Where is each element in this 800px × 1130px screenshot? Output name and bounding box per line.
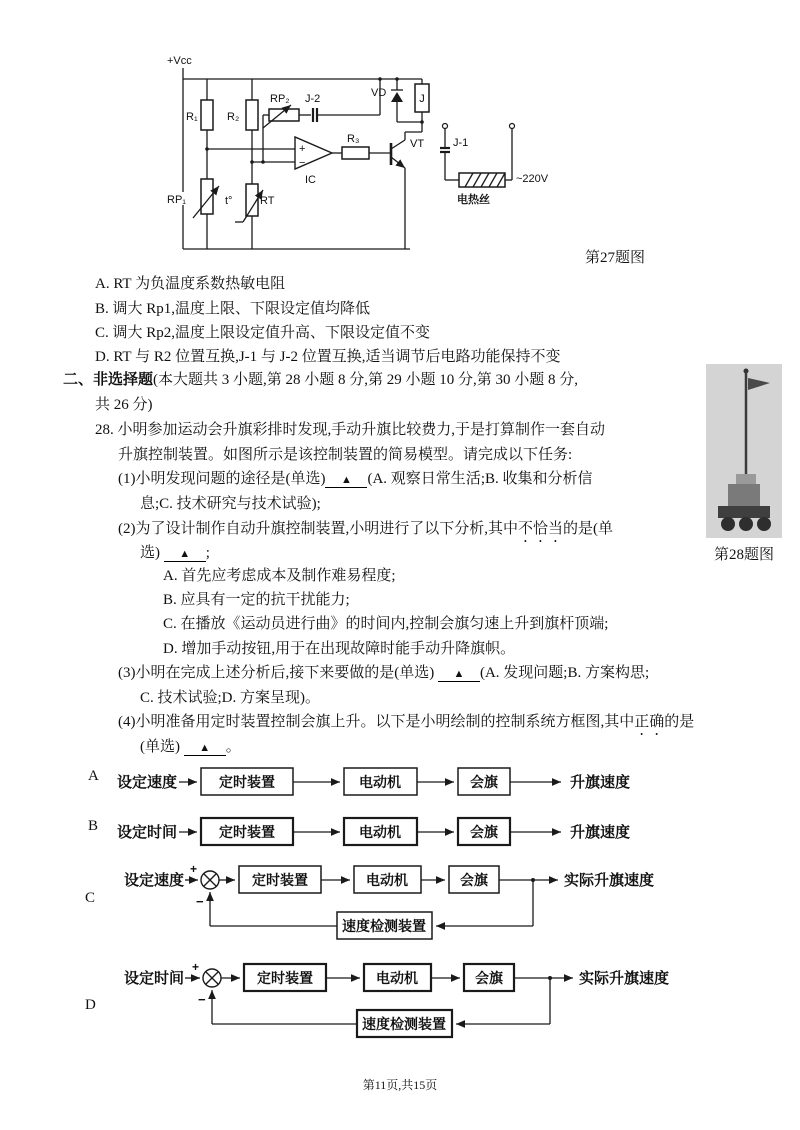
relay-coil-label: J [419, 93, 425, 105]
flow-box-label: 会旗 [475, 970, 503, 986]
label-r2: R₂ [227, 111, 240, 123]
summing-minus-sign: − [196, 894, 204, 909]
hoist-mechanism [736, 474, 756, 484]
diagram-d-input: 设定时间 [124, 970, 185, 987]
label-rp2: RP₂ [270, 93, 290, 105]
q28-p2-option-c: C. 在播放《运动员进行曲》的时间内,控制会旗匀速上升到旗杆顶端; [163, 616, 609, 632]
label-r3: R₃ [347, 133, 360, 145]
diode-vd [391, 90, 403, 102]
q27-option-c: C. 调大 Rp2,温度上限设定值升高、下限设定值不变 [95, 325, 431, 341]
label-rt: RT [260, 195, 275, 207]
q28-p2-l2-post: ; [205, 545, 210, 561]
resistor-r3 [342, 147, 369, 159]
thermistor-rt [235, 184, 263, 222]
q27-option-a: A. RT 为负温度系数热敏电阻 [95, 276, 286, 292]
label-vt: VT [410, 138, 425, 150]
wheel [721, 517, 735, 531]
q28-p4-emphasis: 正确 [634, 714, 665, 730]
flagpole-illustration [706, 364, 782, 538]
q28-p2-option-d: D. 增加手动按钮,用于在出现故障时能手动升降旗帜。 [163, 641, 516, 657]
flow-box-label: 会旗 [470, 824, 498, 840]
q28-p1-pre: (1)小明发现问题的途径是(单选) [118, 471, 326, 487]
resistor-r2 [246, 100, 258, 130]
label-voltage: ~220V [516, 173, 549, 185]
q28-intro-line2: 升旗控制装置。如图所示是该控制装置的简易模型。请完成以下任务: [118, 447, 573, 463]
figure-28-caption: 第28题图 [713, 547, 774, 563]
relay-coil-j [415, 84, 429, 112]
section2-title: 二、非选择题 [63, 372, 154, 388]
answer-blank: ▲ [164, 547, 206, 562]
label-j1: J-1 [453, 137, 469, 149]
resistor-r1 [201, 100, 213, 130]
diagram-d-output: 实际升旗速度 [579, 970, 670, 987]
diagram-label-c: C [85, 890, 96, 906]
q28-part1-line1 [118, 469, 593, 489]
relay-contact-j1 [440, 148, 450, 152]
diagram-row-d [118, 954, 698, 1050]
circuit-figure [165, 52, 560, 267]
terminal-left [443, 124, 448, 129]
figure-flagpole-photo [706, 364, 782, 538]
answer-blank: ▲ [438, 667, 480, 682]
feedback-box-label: 速度检测装置 [342, 918, 426, 934]
terminal-top [510, 124, 515, 129]
q28-p1-post: (A. 观察日常生活;B. 收集和分析信 [367, 471, 593, 487]
q28-p2-post: 的是(单 [563, 521, 614, 537]
label-t: t° [225, 195, 233, 207]
diagram-b-input: 设定时间 [117, 824, 178, 841]
potentiometer-rp1 [193, 179, 219, 218]
flow-box-label: 定时装置 [219, 824, 275, 840]
opamp-ic [295, 137, 332, 169]
diagram-row-c [118, 856, 678, 952]
q28-part2-line1 [118, 519, 613, 546]
q28-part2-line2 [140, 543, 210, 563]
q28-part4-line2 [140, 737, 241, 757]
flow-box-label: 定时装置 [252, 872, 308, 888]
summing-junction [203, 969, 221, 987]
base-body [728, 484, 760, 506]
flow-box-label: 电动机 [376, 970, 418, 986]
base-plate [718, 506, 770, 518]
diagram-label-b: B [88, 818, 99, 834]
diagram-c-input: 设定速度 [124, 872, 185, 889]
q28-p4-post: 的是 [664, 714, 695, 730]
label-vd: VD [371, 87, 387, 99]
q28-p2-option-b: B. 应具有一定的抗干扰能力; [163, 592, 350, 608]
flow-box-label: 会旗 [470, 774, 498, 790]
opamp-minus-input: − [299, 157, 306, 169]
q28-part1-line2: 息;C. 技术研究与技术试验); [140, 496, 321, 512]
opamp-plus-input: + [299, 143, 306, 155]
page-footer: 第11页,共15页 [362, 1078, 438, 1092]
label-vcc: +Vcc [167, 55, 192, 67]
q28-p2-emphasis: 不恰当 [518, 521, 564, 537]
feedback-box-label: 速度检测装置 [362, 1016, 446, 1032]
figure-27-caption: 第27题图 [585, 250, 646, 266]
diagram-label-d: D [85, 997, 96, 1013]
section2-heading-line2: 共 26 分) [95, 397, 153, 413]
diagram-row-b [115, 813, 660, 849]
q28-p2-option-a: A. 首先应考虑成本及制作难易程度; [163, 568, 396, 584]
heater-element [459, 173, 505, 187]
q28-p2-l2-pre: 选) [140, 545, 160, 561]
flow-box-label: 电动机 [359, 824, 401, 840]
label-heater: 电热丝 [457, 194, 490, 206]
q27-option-b: B. 调大 Rp1,温度上限、下限设定值均降低 [95, 301, 371, 317]
q27-option-d: D. RT 与 R2 位置互换,J-1 与 J-2 位置互换,适当调节后电路功能保持不变 [95, 349, 561, 365]
circuit-labels [167, 55, 549, 207]
q28-p2-pre: (2)为了设计制作自动升旗控制装置,小明进行了以下分析,其中 [118, 521, 518, 537]
q28-part4-line1 [118, 712, 694, 739]
mains-section [440, 124, 515, 188]
wheel [757, 517, 771, 531]
flow-box-label: 会旗 [460, 872, 488, 888]
flow-box-label: 定时装置 [257, 970, 313, 986]
flow-box-label: 定时装置 [219, 774, 275, 790]
q28-p3-post: (A. 发现问题;B. 方案构思; [479, 665, 650, 681]
summing-plus-sign: + [192, 960, 200, 974]
diagram-label-a: A [88, 768, 99, 784]
label-ic: IC [305, 174, 316, 186]
answer-blank: ▲ [184, 741, 226, 756]
summing-junction [201, 871, 219, 889]
q28-p4-pre: (4)小明准备用定时装置控制会旗上升。以下是小明绘制的控制系统方框图,其中 [118, 714, 635, 730]
flow-box-label: 电动机 [366, 872, 408, 888]
q28-p4-l2-pre: (单选) [140, 739, 180, 755]
q28-part3-line2: C. 技术试验;D. 方案呈现)。 [140, 690, 321, 706]
relay-contact-j2 [313, 108, 317, 122]
answer-blank: ▲ [325, 473, 367, 488]
diagram-a-input: 设定速度 [117, 774, 178, 791]
q28-intro-line1: 28. 小明参加运动会升旗彩排时发现,手动升旗比较费力,于是打算制作一套自动 [95, 422, 606, 438]
diagram-b-output: 升旗速度 [570, 824, 631, 841]
q28-p3-pre: (3)小明在完成上述分析后,接下来要做的是(单选) [118, 665, 435, 681]
transistor-vt [391, 132, 405, 168]
section2-heading [63, 370, 578, 390]
summing-minus-sign: − [198, 992, 206, 1007]
potentiometer-rp2 [263, 105, 299, 128]
diagram-c-output: 实际升旗速度 [564, 872, 655, 889]
section2-title-rest: (本大题共 3 小题,第 28 小题 8 分,第 29 小题 10 分,第 30 小题 8 分, [153, 372, 579, 388]
label-r1: R₁ [186, 111, 198, 123]
q28-part3-line1 [118, 663, 649, 683]
wheel [739, 517, 753, 531]
diagram-row-a [115, 763, 660, 799]
flow-box-label: 电动机 [359, 774, 401, 790]
label-j2: J-2 [305, 93, 321, 105]
diagram-a-output: 升旗速度 [570, 774, 631, 791]
label-rp1: RP₁ [167, 194, 186, 206]
summing-plus-sign: + [190, 862, 198, 876]
q28-p4-l2-post: 。 [225, 739, 241, 755]
